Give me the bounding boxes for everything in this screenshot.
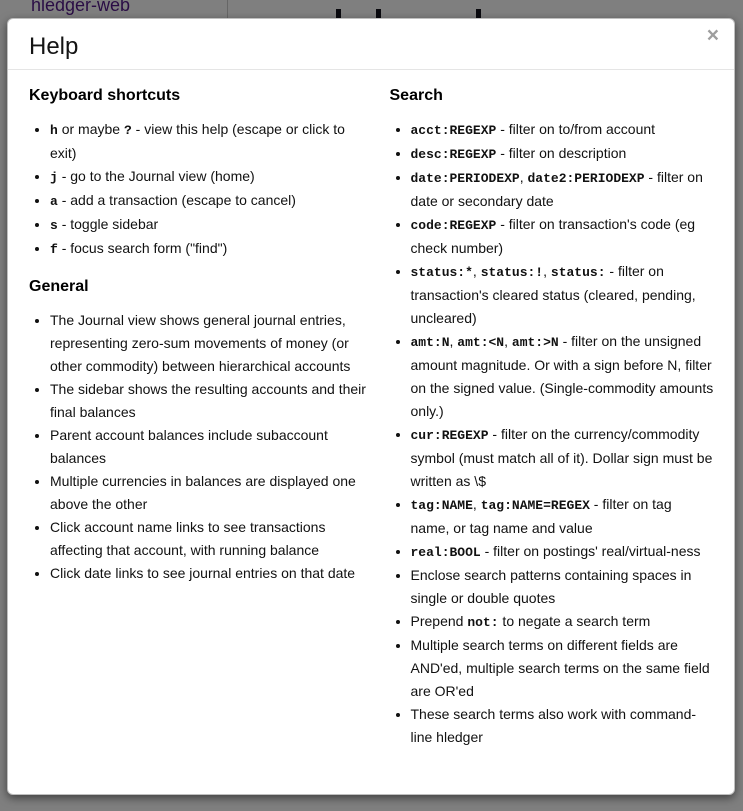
code-term: a (50, 194, 58, 209)
list-item: • acct:REGEXP - filter on to/from account (411, 118, 715, 142)
code-term: amt:<N (457, 335, 505, 350)
list-item: • tag:NAME, tag:NAME=REGEX - filter on tag name, or tag name and value (411, 493, 715, 540)
modal-title: Help (29, 33, 79, 60)
list-item: • s - toggle sidebar (50, 213, 372, 237)
code-term: tag:NAME=REGEX (480, 498, 590, 513)
close-icon[interactable]: × (706, 24, 719, 47)
search-list (390, 118, 715, 749)
section-heading-keyboard-shortcuts: Keyboard shortcuts (29, 87, 181, 104)
code-term: amt:>N (511, 335, 559, 350)
code-term: acct:REGEXP (410, 123, 497, 138)
help-modal (7, 18, 735, 795)
list-item: • Multiple currencies in balances are displayed one above the other (50, 470, 372, 516)
list-item: • The Journal view shows general journal entries, representing zero-sum movements of money (or other commodity) between hierarchical accounts (50, 309, 372, 378)
code-term: status:* (410, 265, 473, 280)
keyboard-shortcuts-list (29, 118, 372, 261)
list-item: • Multiple search terms on different fields are AND'ed, multiple search terms on the same field are OR'ed (411, 634, 715, 703)
code-term: code:REGEXP (410, 218, 497, 233)
code-term: ? (123, 123, 132, 138)
section-heading-search: Search (389, 87, 443, 104)
code-term: not: (467, 615, 499, 630)
list-item: • f - focus search form ("find") (50, 237, 372, 261)
modal-header (8, 19, 734, 70)
list-item: • The sidebar shows the resulting accounts and their final balances (50, 378, 372, 424)
code-term: status:! (480, 265, 544, 280)
list-item: • date:PERIODEXP, date2:PERIODEXP - filter on date or secondary date (411, 166, 715, 213)
code-term: amt:N (410, 335, 450, 350)
code-term: h (50, 123, 58, 138)
list-item: • cur:REGEXP - filter on the currency/commodity symbol (must match all of it). Dollar sign must be written as \$ (411, 423, 715, 493)
list-item: • These search terms also work with command-line hledger (411, 703, 715, 749)
list-item: • j - go to the Journal view (home) (50, 165, 372, 189)
list-item: • Click account name links to see transactions affecting that account, with running balance (50, 516, 372, 562)
list-item: • Enclose search patterns containing spaces in single or double quotes (411, 564, 715, 610)
code-term: status: (550, 265, 606, 280)
general-list (29, 309, 372, 585)
code-term: f (50, 242, 58, 257)
list-item: • Prepend not: to negate a search term (411, 610, 715, 634)
list-item: • desc:REGEXP - filter on description (411, 142, 715, 166)
code-term: tag:NAME (410, 498, 473, 513)
code-term: j (50, 170, 58, 185)
list-item: • a - add a transaction (escape to cancel) (50, 189, 372, 213)
code-term: real:BOOL (410, 545, 481, 560)
list-item: • real:BOOL - filter on postings' real/virtual-ness (411, 540, 715, 564)
modal-left-column (29, 86, 372, 765)
modal-right-column (372, 86, 715, 765)
code-term: date2:PERIODEXP (527, 171, 645, 186)
code-term: s (50, 218, 58, 233)
code-term: cur:REGEXP (410, 428, 489, 443)
list-item: • Parent account balances include subaccount balances (50, 424, 372, 470)
list-item: • h or maybe ? - view this help (escape or click to exit) (50, 118, 372, 165)
modal-body (8, 70, 734, 775)
section-heading-general: General (29, 278, 89, 295)
list-item: • Click date links to see journal entries on that date (50, 562, 372, 585)
modal-columns (29, 86, 714, 765)
list-item: • code:REGEXP - filter on transaction's code (eg check number) (411, 213, 715, 260)
code-term: date:PERIODEXP (410, 171, 520, 186)
code-term: desc:REGEXP (410, 147, 497, 162)
list-item: • status:*, status:!, status: - filter on transaction's cleared status (cleared, pending, uncleared) (411, 260, 715, 330)
list-item: • amt:N, amt:<N, amt:>N - filter on the unsigned amount magnitude. Or with a sign before N, filter on the signed value. (Single-commodity amounts only.) (411, 330, 715, 423)
